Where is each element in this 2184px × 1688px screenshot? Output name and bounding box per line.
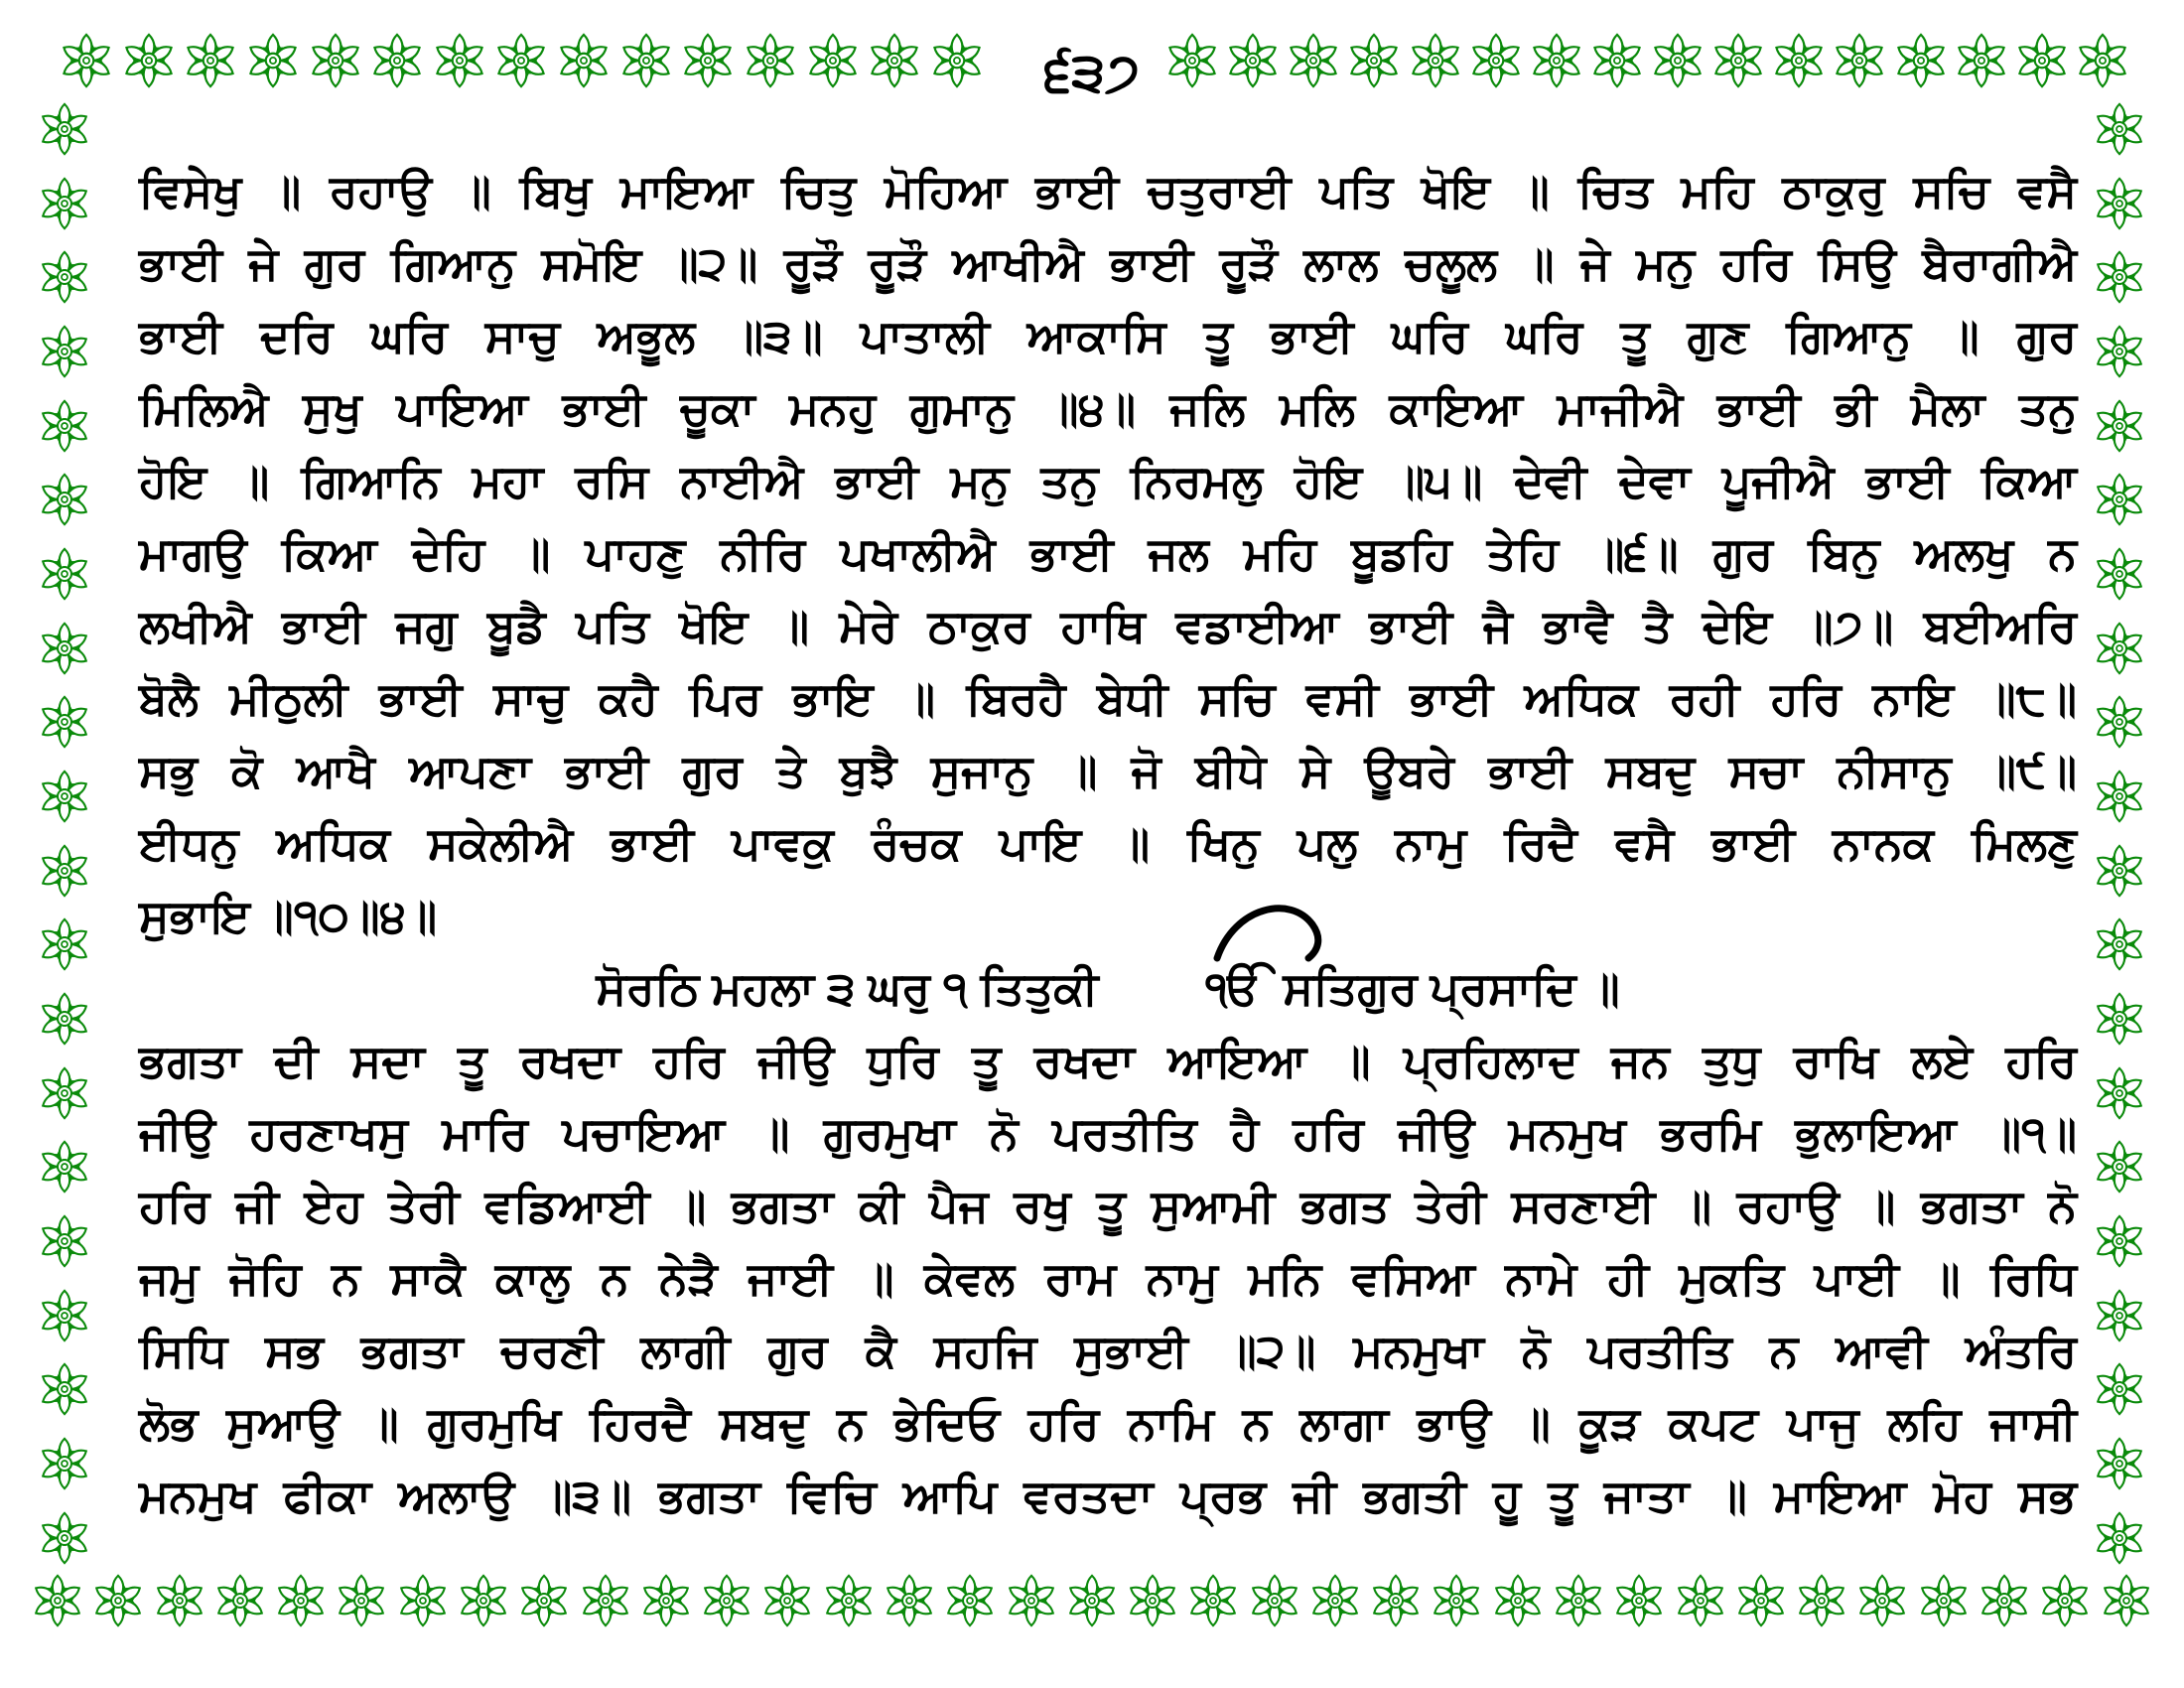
flower-icon — [1733, 1573, 1789, 1628]
flower-icon — [1770, 32, 1828, 89]
flower-icon — [90, 1573, 146, 1628]
scripture-line: ਸਭੁ ਕੋ ਆਖੈ ਆਪਣਾ ਭਾਈ ਗੁਰ ਤੇ ਬੁਝੈ ਸੁਜਾਨੁ ॥ ਜੋ ਬੀਧੇ ਸੇ ਊਬਰੇ ਭਾਈ ਸਬਦੁ ਸਚਾ ਨੀਸਾਨੁ ॥੯॥ — [139, 745, 2077, 796]
flower-icon — [679, 32, 737, 89]
flower-icon — [431, 32, 488, 89]
flower-icon — [1551, 1573, 1606, 1628]
border-top-left-flowers — [58, 30, 986, 91]
flower-icon — [152, 1573, 207, 1628]
scripture-line: ਸੁਭਾਇ ॥੧੦॥੪॥ — [139, 890, 438, 941]
scripture-line: ਈਧਨੁ ਅਧਿਕ ਸਕੇਲੀਐ ਭਾਈ ਪਾਵਕੁ ਰੰਚਕ ਪਾਇ ॥ ਖਿਨੁ ਪਲੁ ਨਾਮੁ ਰਿਦੈ ਵਸੈ ਭਾਈ ਨਾਨਕ ਮਿਲਣੁ — [139, 817, 2077, 869]
flower-icon — [1125, 1573, 1180, 1628]
flower-icon — [37, 546, 92, 602]
heading-title: ਸੋਰਠਿ ਮਹਲਾ ੩ ਘਰੁ ੧ ਤਿਤੁਕੀ — [596, 962, 1099, 1014]
flower-icon — [37, 101, 92, 157]
flower-icon — [37, 176, 92, 231]
flower-icon — [2092, 843, 2147, 899]
flower-icon — [1649, 32, 1706, 89]
flower-icon — [2092, 101, 2147, 157]
flower-icon — [395, 1573, 451, 1628]
flower-icon — [37, 1139, 92, 1195]
flower-icon — [37, 694, 92, 750]
scripture-line: ਜੀਉ ਹਰਣਾਖਸੁ ਮਾਰਿ ਪਚਾਇਆ ॥ ਗੁਰਮੁਖਾ ਨੋ ਪਰਤੀਤਿ ਹੈ ਹਰਿ ਜੀਉ ਮਨਮੁਖ ਭਰਮਿ ਭੁਲਾਇਆ ॥੧॥ — [139, 1107, 2077, 1159]
flower-icon — [1247, 1573, 1302, 1628]
flower-icon — [578, 1573, 633, 1628]
flower-icon — [456, 1573, 511, 1628]
flower-icon — [2092, 472, 2147, 527]
flower-icon — [1673, 1573, 1728, 1628]
flower-icon — [37, 843, 92, 899]
flower-icon — [2092, 1288, 2147, 1343]
flower-icon — [37, 1288, 92, 1343]
flower-icon — [2092, 1510, 2147, 1566]
flower-icon — [37, 1510, 92, 1566]
flower-icon — [804, 32, 862, 89]
scripture-line: ਭਗਤਾ ਦੀ ਸਦਾ ਤੂ ਰਖਦਾ ਹਰਿ ਜੀਉ ਧੁਰਿ ਤੂ ਰਖਦਾ ਆਇਆ ॥ ਪ੍ਰਹਿਲਾਦ ਜਨ ਤੁਧੁ ਰਾਖਿ ਲਏ ਹਰਿ — [139, 1035, 2077, 1086]
scripture-line: ਲੋਭ ਸੁਆਉ ॥ ਗੁਰਮੁਖਿ ਹਿਰਦੈ ਸਬਦੁ ਨ ਭੇਦਿਓ ਹਰਿ ਨਾਮਿ ਨ ਲਾਗਾ ਭਾਉ ॥ ਕੂੜ ਕਪਟ ਪਾਜੁ ਲਹਿ ਜਾਸੀ — [139, 1397, 2077, 1449]
flower-icon — [821, 1573, 877, 1628]
flower-icon — [555, 32, 613, 89]
flower-icon — [942, 1573, 998, 1628]
flower-icon — [2074, 32, 2131, 89]
flower-icon — [866, 32, 923, 89]
scripture-line: ਮਿਲਿਐ ਸੁਖੁ ਪਾਇਆ ਭਾਈ ਚੂਕਾ ਮਨਹੁ ਗੁਮਾਨੁ ॥੪॥ ਜਲਿ ਮਲਿ ਕਾਇਆ ਮਾਜੀਐ ਭਾਈ ਭੀ ਮੈਲਾ ਤਨੁ — [139, 382, 2077, 434]
flower-icon — [1916, 1573, 1972, 1628]
flower-icon — [638, 1573, 694, 1628]
flower-icon — [2092, 398, 2147, 454]
flower-icon — [617, 32, 675, 89]
scripture-line: ਲਖੀਐ ਭਾਈ ਜਗੁ ਬੂਡੈ ਪਤਿ ਖੋਇ ॥ ਮੇਰੇ ਠਾਕੁਰ ਹਾਥਿ ਵਡਾਈਆ ਭਾਈ ਜੈ ਭਾਵੈ ਤੈ ਦੇਇ ॥੭॥ ਬਈਅਰਿ — [139, 600, 2077, 651]
flower-icon — [1831, 32, 1888, 89]
heading-invocation: ਸਤਿਗੁਰ ਪ੍ਰਸਾਦਿ ॥ — [1283, 962, 1620, 1014]
flower-icon — [759, 1573, 815, 1628]
flower-icon — [2092, 1436, 2147, 1491]
border-left-flowers — [36, 101, 93, 1566]
flower-icon — [37, 1213, 92, 1269]
flower-icon — [2092, 176, 2147, 231]
flower-icon — [1953, 32, 2010, 89]
scripture-line: ਸਿਧਿ ਸਭ ਭਗਤਾ ਚਰਣੀ ਲਾਗੀ ਗੁਰ ਕੈ ਸਹਜਿ ਸੁਭਾਈ ॥੨॥ ਮਨਮੁਖਾ ਨੋ ਪਰਤੀਤਿ ਨ ਆਵੀ ਅੰਤਰਿ — [139, 1325, 2077, 1376]
flower-icon — [1854, 1573, 1910, 1628]
flower-icon — [1307, 1573, 1363, 1628]
flower-icon — [37, 769, 92, 824]
flower-icon — [1709, 32, 1767, 89]
flower-icon — [1611, 1573, 1667, 1628]
flower-icon — [2092, 621, 2147, 676]
flower-icon — [2092, 546, 2147, 602]
flower-icon — [516, 1573, 572, 1628]
flower-icon — [1407, 32, 1464, 89]
flower-icon — [182, 32, 239, 89]
flower-icon — [273, 1573, 329, 1628]
flower-icon — [2092, 324, 2147, 379]
flower-icon — [2099, 1573, 2154, 1628]
flower-icon — [2092, 694, 2147, 750]
scripture-line: ਬੋਲੈ ਮੀਠੁਲੀ ਭਾਈ ਸਾਚੁ ਕਹੈ ਪਿਰ ਭਾਇ ॥ ਬਿਰਹੈ ਬੇਧੀ ਸਚਿ ਵਸੀ ਭਾਈ ਅਧਿਕ ਰਹੀ ਹਰਿ ਨਾਇ ॥੮॥ — [139, 672, 2077, 724]
flower-icon — [1064, 1573, 1120, 1628]
ik-onkar-symbol — [1205, 952, 1261, 1025]
flower-icon — [2092, 769, 2147, 824]
scripture-line: ਹਰਿ ਜੀ ਏਹ ਤੇਰੀ ਵਡਿਆਈ ॥ ਭਗਤਾ ਕੀ ਪੈਜ ਰਖੁ ਤੂ ਸੁਆਮੀ ਭਗਤ ਤੇਰੀ ਸਰਣਾਈ ॥ ਰਹਾਉ ॥ ਭਗਤਾ ਨੋ — [139, 1180, 2077, 1231]
flower-icon — [2092, 916, 2147, 972]
flower-icon — [1368, 1573, 1424, 1628]
flower-icon — [244, 32, 302, 89]
flower-icon — [1977, 1573, 2032, 1628]
flower-icon — [2092, 1139, 2147, 1195]
flower-icon — [1794, 1573, 1849, 1628]
flower-icon — [120, 32, 178, 89]
shabad-sorath-mahala-3 — [139, 1025, 2077, 1532]
scripture-line: ਭਾਈ ਦਰਿ ਘਰਿ ਸਾਚੁ ਅਭੂਲ ॥੩॥ ਪਾਤਾਲੀ ਆਕਾਸਿ ਤੂ ਭਾਈ ਘਰਿ ਘਰਿ ਤੂ ਗੁਣ ਗਿਆਨੁ ॥ ਗੁਰ — [139, 310, 2077, 361]
shabad-sorath-conclusion — [139, 155, 2077, 952]
flower-icon — [2013, 32, 2071, 89]
flower-icon — [37, 324, 92, 379]
flower-icon — [30, 1573, 85, 1628]
scripture-line: ਹੋਇ ॥ ਗਿਆਨਿ ਮਹਾ ਰਸਿ ਨਾਈਐ ਭਾਈ ਮਨੁ ਤਨੁ ਨਿਰਮਲੁ ਹੋਇ ॥੫॥ ਦੇਵੀ ਦੇਵਾ ਪੂਜੀਐ ਭਾਈ ਕਿਆ — [139, 455, 2077, 506]
flower-icon — [1588, 32, 1646, 89]
shabad-heading — [139, 952, 2077, 1025]
flower-icon — [2092, 1065, 2147, 1121]
flower-icon — [2092, 1361, 2147, 1417]
scripture-text — [139, 155, 2077, 1532]
flower-icon — [37, 621, 92, 676]
page-number: ੬੩੭ — [1044, 43, 1140, 102]
flower-icon — [1892, 32, 1950, 89]
flower-icon — [307, 32, 364, 89]
scripture-line: ਮਨਮੁਖ ਫੀਕਾ ਅਲਾਉ ॥੩॥ ਭਗਤਾ ਵਿਚਿ ਆਪਿ ਵਰਤਦਾ ਪ੍ਰਭ ਜੀ ਭਗਤੀ ਹੂ ਤੂ ਜਾਤਾ ॥ ਮਾਇਆ ਮੋਹ ਸਭ — [139, 1470, 2077, 1521]
flower-icon — [699, 1573, 754, 1628]
flower-icon — [1224, 32, 1282, 89]
flower-icon — [742, 32, 799, 89]
flower-icon — [368, 32, 426, 89]
flower-icon — [1004, 1573, 1059, 1628]
flower-icon — [37, 991, 92, 1047]
flower-icon — [2092, 991, 2147, 1047]
flower-icon — [1490, 1573, 1546, 1628]
flower-icon — [37, 1065, 92, 1121]
flower-icon — [928, 32, 986, 89]
flower-icon — [1467, 32, 1525, 89]
flower-icon — [1429, 1573, 1484, 1628]
border-right-flowers — [2091, 101, 2148, 1566]
scripture-line: ਭਾਈ ਜੇ ਗੁਰ ਗਿਆਨੁ ਸਮੋਇ ॥੨॥ ਰੂੜੌ ਰੂੜੌ ਆਖੀਐ ਭਾਈ ਰੂੜੌ ਲਾਲ ਚਲੂਲ ॥ ਜੇ ਮਨੁ ਹਰਿ ਸਿਉ ਬੈਰਾਗੀਐ — [139, 237, 2077, 289]
flower-icon — [334, 1573, 389, 1628]
scripture-line: ਵਿਸੇਖੁ ॥ ਰਹਾਉ ॥ ਬਿਖੁ ਮਾਇਆ ਚਿਤੁ ਮੋਹਿਆ ਭਾਈ ਚਤੁਰਾਈ ਪਤਿ ਖੋਇ ॥ ਚਿਤ ਮਹਿ ਠਾਕੁਰੁ ਸਚਿ ਵਸੈ — [139, 165, 2077, 216]
flower-icon — [37, 249, 92, 305]
ik-onkar-glyph: ੴ — [1205, 962, 1262, 1014]
flower-icon — [37, 1436, 92, 1491]
flower-icon — [492, 32, 550, 89]
flower-icon — [212, 1573, 268, 1628]
scripture-line: ਮਾਗਉ ਕਿਆ ਦੇਹਿ ॥ ਪਾਹਣੁ ਨੀਰਿ ਪਖਾਲੀਐ ਭਾਈ ਜਲ ਮਹਿ ਬੂਡਹਿ ਤੇਹਿ ॥੬॥ ਗੁਰ ਬਿਨੁ ਅਲਖੁ ਨ — [139, 527, 2077, 579]
flower-icon — [1185, 1573, 1241, 1628]
flower-icon — [58, 32, 115, 89]
flower-icon — [1285, 32, 1342, 89]
scripture-line: ਜਮੁ ਜੋਹਿ ਨ ਸਾਕੈ ਕਾਲੁ ਨ ਨੇੜੈ ਜਾਈ ॥ ਕੇਵਲ ਰਾਮ ਨਾਮੁ ਮਨਿ ਵਸਿਆ ਨਾਮੇ ਹੀ ਮੁਕਤਿ ਪਾਈ ॥ ਰਿਧਿ — [139, 1252, 2077, 1304]
flower-icon — [37, 1361, 92, 1417]
flower-icon — [1528, 32, 1585, 89]
flower-icon — [882, 1573, 937, 1628]
border-top-right-flowers — [1163, 30, 2131, 91]
flower-icon — [37, 916, 92, 972]
flower-icon — [37, 472, 92, 527]
flower-icon — [2092, 249, 2147, 305]
border-bottom-flowers — [30, 1571, 2154, 1630]
flower-icon — [2037, 1573, 2093, 1628]
flower-icon — [1345, 32, 1403, 89]
flower-icon — [37, 398, 92, 454]
flower-icon — [2092, 1213, 2147, 1269]
flower-icon — [1163, 32, 1221, 89]
